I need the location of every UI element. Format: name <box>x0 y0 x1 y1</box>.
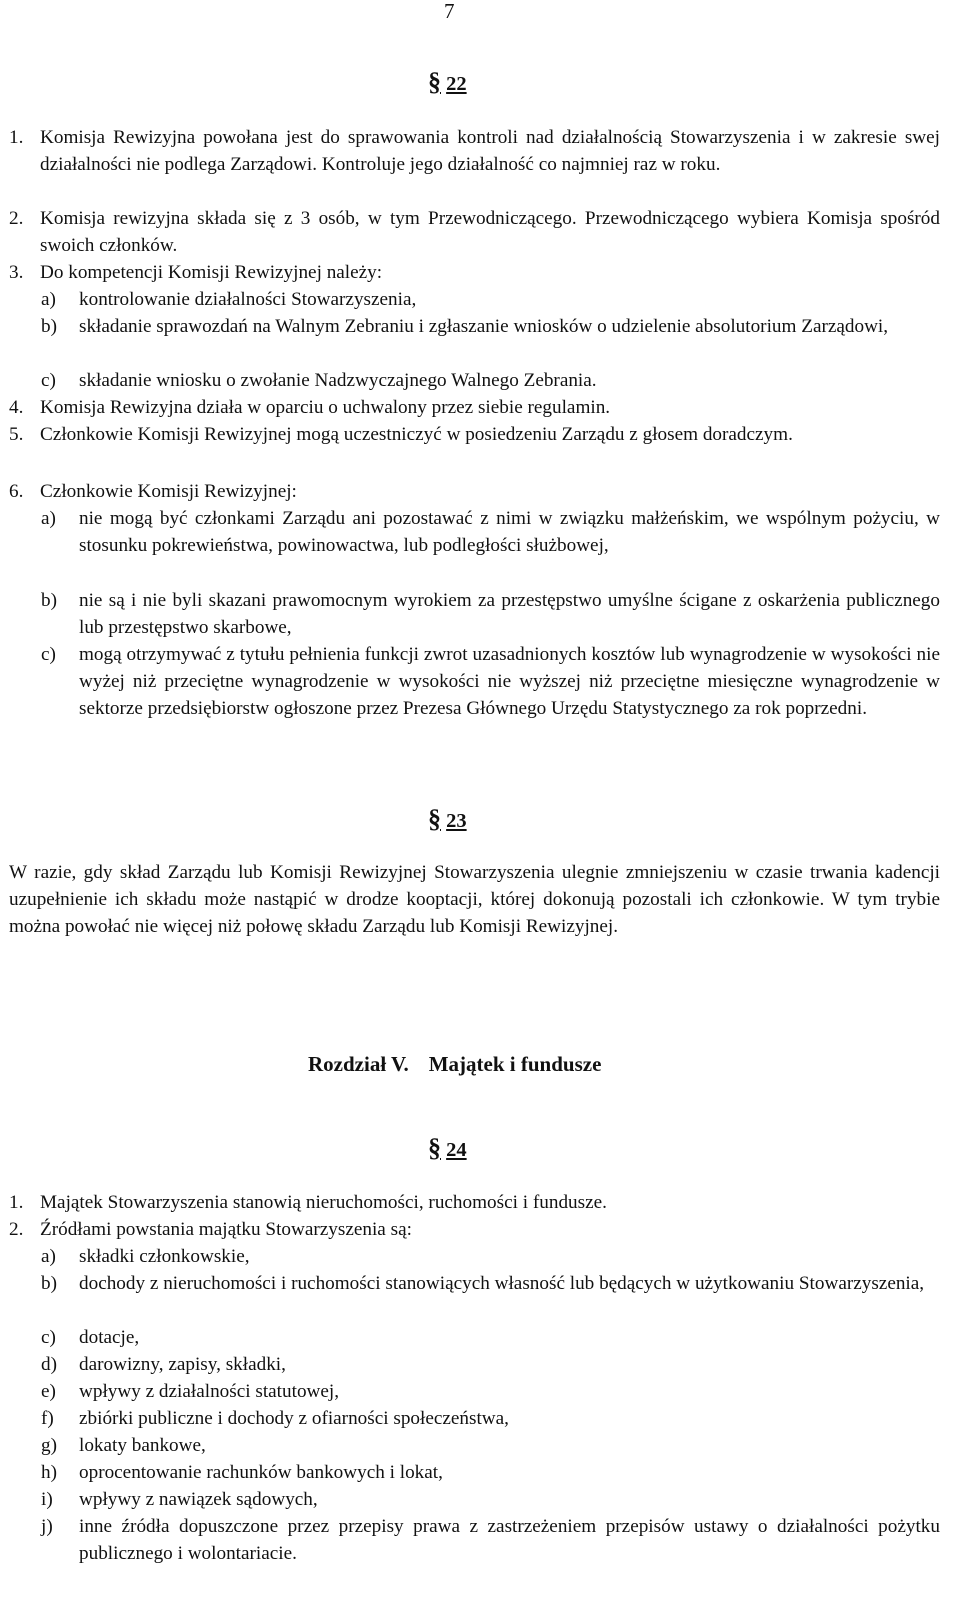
section-number: 23 <box>446 810 467 832</box>
sub-text: składki członkowskie, <box>79 1246 250 1267</box>
sub-item <box>41 641 940 722</box>
list-item <box>9 478 940 505</box>
item-number: 1. <box>9 1192 24 1213</box>
sub-text: mogą otrzymywać z tytułu pełnienia funkcji zwrot uzasadnionych kosztów lub wynagrodzenie w wysokości nie wyżej niż przeciętne wynagrodzenie w wysokości nie wyższej niż przeciętne miesięczne wynagrodzenie w sektorze przedsiębiorstw ogłoszone przez Prezesa Głównego Urzędu Statystycznego za rok poprzedni. <box>79 644 940 719</box>
page-number: 7 <box>444 0 455 23</box>
sub-letter: a) <box>41 508 56 529</box>
item-text: Do kompetencji Komisji Rewizyjnej należy: <box>40 262 383 283</box>
item-number: 2. <box>9 1219 24 1240</box>
item-number: 4. <box>9 397 24 418</box>
sub-letter: h) <box>41 1462 57 1483</box>
sub-text: składanie wniosku o zwołanie Nadzwyczajnego Walnego Zebrania. <box>79 370 597 391</box>
list-item <box>9 1189 940 1216</box>
sub-text: inne źródła dopuszczone przez przepisy prawa z zastrzeżeniem przepisów ustawy o działalności pożytku publicznego i wolontariacie. <box>79 1516 940 1564</box>
item-text: Majątek Stowarzyszenia stanowią nieruchomości, ruchomości i fundusze. <box>40 1192 607 1213</box>
sub-text: nie mogą być członkami Zarządu ani pozostawać z nimi w związku małżeńskim, we wspólnym pożyciu, w stosunku pokrewieństwa, powinowactwa, lub podległości służbowej, <box>79 508 940 556</box>
sub-letter: c) <box>41 370 56 391</box>
list-item <box>9 205 940 259</box>
sub-item <box>41 1432 940 1459</box>
list-item <box>9 421 940 448</box>
sub-letter: c) <box>41 644 56 665</box>
item-text: Źródłami powstania majątku Stowarzyszenia są: <box>40 1219 412 1240</box>
list-item <box>9 259 940 286</box>
sub-item <box>41 1405 940 1432</box>
sub-letter: i) <box>41 1489 53 1510</box>
sub-item <box>41 1378 940 1405</box>
list-item <box>9 124 940 178</box>
list-item <box>9 394 940 421</box>
sub-text: dotacje, <box>79 1327 140 1348</box>
sub-item <box>41 313 940 340</box>
item-number: 2. <box>9 208 24 229</box>
sub-item <box>41 1486 940 1513</box>
section-23-heading <box>428 805 467 835</box>
sub-item <box>41 1324 940 1351</box>
sub-text: wpływy z nawiązek sądowych, <box>79 1489 318 1510</box>
section-sign-icon: § <box>428 1133 441 1162</box>
item-text: Komisja Rewizyjna działa w oparciu o uchwalony przez siebie regulamin. <box>40 397 611 418</box>
sub-item <box>41 1351 940 1378</box>
sub-letter: c) <box>41 1327 56 1348</box>
sub-letter: b) <box>41 590 57 611</box>
item-number: 3. <box>9 262 24 283</box>
sub-item <box>41 505 940 559</box>
chapter-number: Rozdział V. <box>308 1052 409 1076</box>
sub-text: zbiórki publiczne i dochody z ofiarności społeczeństwa, <box>79 1408 509 1429</box>
sub-item <box>41 587 940 641</box>
sub-item <box>41 1459 940 1486</box>
section-22-heading <box>428 68 467 98</box>
item-number: 1. <box>9 127 24 148</box>
sub-text: darowizny, zapisy, składki, <box>79 1354 286 1375</box>
sub-letter: j) <box>41 1516 53 1537</box>
sub-item <box>41 1243 940 1270</box>
sub-item <box>41 1270 940 1297</box>
section-sign-icon: § <box>428 67 441 96</box>
sub-letter: d) <box>41 1354 57 1375</box>
chapter-heading <box>308 1051 601 1078</box>
sub-letter: b) <box>41 1273 57 1294</box>
sub-letter: e) <box>41 1381 56 1402</box>
item-text: Komisja Rewizyjna powołana jest do sprawowania kontroli nad działalnością Stowarzyszenia i w zakresie swej działalności nie podlega Zarządowi. Kontroluje jego działalność co najmniej raz w roku. <box>40 127 940 175</box>
sub-text: nie są i nie byli skazani prawomocnym wyrokiem za przestępstwo umyślne ścigane z oskarżenia publicznego lub przestępstwo skarbowe, <box>79 590 940 638</box>
sub-item <box>41 286 940 313</box>
section-sign-icon: § <box>428 804 441 833</box>
item-number: 5. <box>9 424 24 445</box>
section-number: 24 <box>446 1139 467 1161</box>
sub-letter: g) <box>41 1435 57 1456</box>
sub-text: oprocentowanie rachunków bankowych i lokat, <box>79 1462 443 1483</box>
sub-text: kontrolowanie działalności Stowarzyszenia, <box>79 289 417 310</box>
section-23-paragraph: W razie, gdy skład Zarządu lub Komisji Rewizyjnej Stowarzyszenia ulegnie zmniejszeniu w czasie trwania kadencji uzupełnienie ich składu może nastąpić w drodze kooptacji, której dokonują pozostali ich członkowie. W tym trybie można powołać nie więcej niż połowę składu Zarządu lub Komisji Rewizyjnej. <box>9 862 940 937</box>
item-text: Członkowie Komisji Rewizyjnej: <box>40 481 297 502</box>
sub-item <box>41 1513 940 1567</box>
item-text: Komisja rewizyjna składa się z 3 osób, w tym Przewodniczącego. Przewodniczącego wybiera Komisja spośród swoich członków. <box>40 208 940 256</box>
section-number: 22 <box>446 73 467 95</box>
chapter-title: Majątek i fundusze <box>428 1052 602 1076</box>
item-number: 6. <box>9 481 24 502</box>
sub-text: dochody z nieruchomości i ruchomości stanowiących własność lub będących w użytkowaniu Stowarzyszenia, <box>79 1273 925 1294</box>
item-text: Członkowie Komisji Rewizyjnej mogą uczestniczyć w posiedzeniu Zarządu z głosem doradczym. <box>40 424 793 445</box>
sub-letter: f) <box>41 1408 54 1429</box>
sub-text: wpływy z działalności statutowej, <box>79 1381 340 1402</box>
sub-text: lokaty bankowe, <box>79 1435 206 1456</box>
sub-text: składanie sprawozdań na Walnym Zebraniu i zgłaszanie wniosków o udzielenie absolutorium Zarządowi, <box>79 316 889 337</box>
sub-letter: a) <box>41 289 56 310</box>
list-item <box>9 1216 940 1243</box>
sub-letter: b) <box>41 316 57 337</box>
sub-letter: a) <box>41 1246 56 1267</box>
section-24-heading <box>428 1134 467 1164</box>
sub-item <box>41 367 940 394</box>
